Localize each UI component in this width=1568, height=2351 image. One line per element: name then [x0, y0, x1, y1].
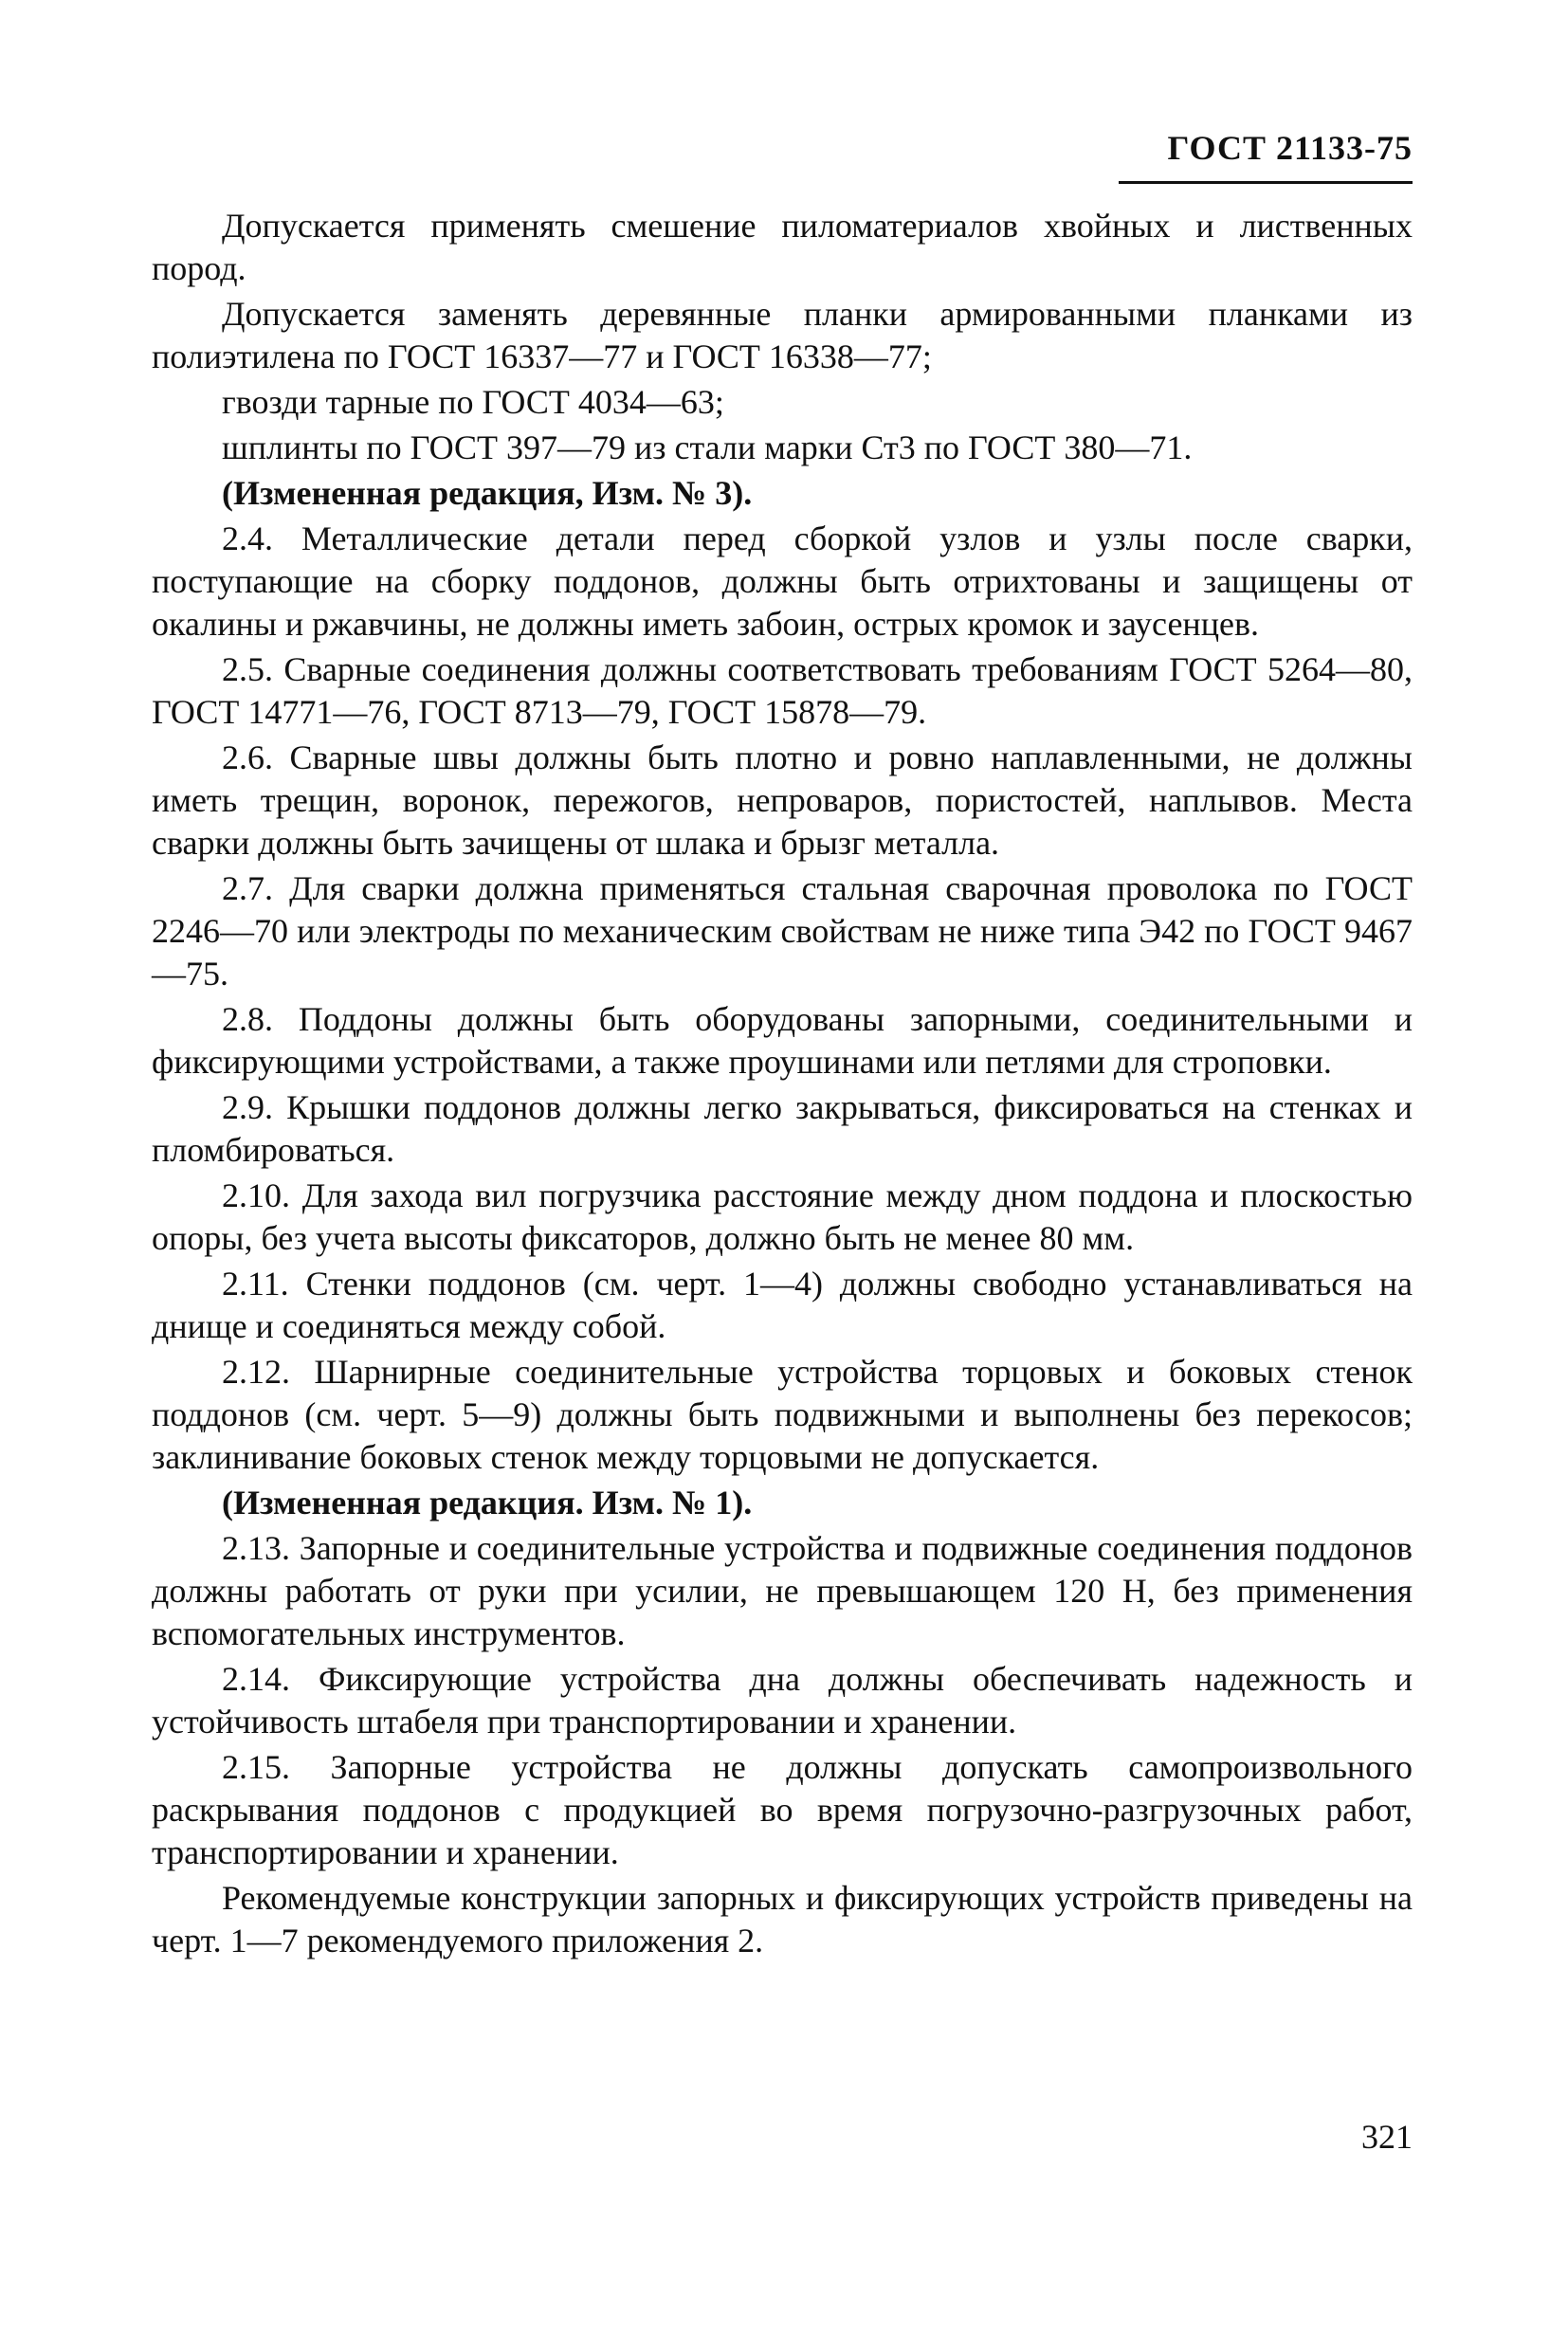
body-text [152, 205, 1413, 1965]
clause-2-8: 2.8. Поддоны должны быть оборудованы запорными, соединительными и фиксирующими устройствами, а также проушинами или петлями для строповки. [152, 1000, 1413, 1081]
clause-2-7: 2.7. Для сварки должна применяться стальная сварочная проволока по ГОСТ 2246—70 или электроды по механическим свойствам не ниже типа Э42 по ГОСТ 9467—75. [152, 869, 1413, 993]
clause-2-10: 2.10. Для захода вил погрузчика расстояние между дном поддона и плоскостью опоры, без учета высоты фиксаторов, должно быть не менее 80 мм. [152, 1176, 1413, 1257]
amendment-note-3: (Измененная редакция, Изм. № 3). [222, 474, 753, 512]
paragraph-nails: гвозди тарные по ГОСТ 4034—63; [222, 383, 724, 421]
paragraph-recommended-designs: Рекомендуемые конструкции запорных и фиксирующих устройств приведены на черт. 1—7 рекомендуемого приложения 2. [152, 1879, 1413, 1959]
clause-2-12: 2.12. Шарнирные соединительные устройства торцовых и боковых стенок поддонов (см. черт. 5—9) должны быть подвижными и выполнены без перекосов; заклинивание боковых стенок между торцовыми не допускается. [152, 1353, 1413, 1476]
header-rule [1119, 181, 1413, 184]
clause-2-5: 2.5. Сварные соединения должны соответствовать требованиям ГОСТ 5264—80, ГОСТ 14771—76, ГОСТ 8713—79, ГОСТ 15878—79. [152, 650, 1413, 731]
paragraph-polyethylene-slats: Допускается заменять деревянные планки армированными планками из полиэтилена по ГОСТ 16337—77 и ГОСТ 16338—77; [152, 295, 1413, 375]
page-number: 321 [1361, 2118, 1413, 2156]
clause-2-14: 2.14. Фиксирующие устройства дна должны обеспечивать надежность и устойчивость штабеля при транспортировании и хранении. [152, 1660, 1413, 1740]
standard-designation: ГОСТ 21133-75 [1167, 129, 1413, 167]
clause-2-15: 2.15. Запорные устройства не должны допускать самопроизвольного раскрывания поддонов с продукцией во время погрузочно-разгрузочных работ, транспортировании и хранении. [152, 1748, 1413, 1871]
clause-2-9: 2.9. Крышки поддонов должны легко закрываться, фиксироваться на стенках и пломбироваться. [152, 1088, 1413, 1169]
clause-2-11: 2.11. Стенки поддонов (см. черт. 1—4) должны свободно устанавливаться на днище и соединяться между собой. [152, 1265, 1413, 1345]
paragraph-wood-mix: Допускается применять смешение пиломатериалов хвойных и лиственных пород. [152, 207, 1413, 287]
amendment-note-1: (Измененная редакция. Изм. № 1). [222, 1484, 753, 1522]
page-header [1119, 128, 1413, 194]
clause-2-13: 2.13. Запорные и соединительные устройства и подвижные соединения поддонов должны работать от руки при усилии, не превышающем 120 Н, без применения вспомогательных инструментов. [152, 1529, 1413, 1652]
clause-2-6: 2.6. Сварные швы должны быть плотно и ровно наплавленными, не должны иметь трещин, воронок, пережогов, непроваров, пористостей, наплывов. Места сварки должны быть зачищены от шлака и брызг металла. [152, 738, 1413, 862]
clause-2-4: 2.4. Металлические детали перед сборкой узлов и узлы после сварки, поступающие на сборку поддонов, должны быть отрихтованы и защищены от окалины и ржавчины, не должны иметь забоин, острых кромок и заусенцев. [152, 519, 1413, 643]
paragraph-cotter-pins: шплинты по ГОСТ 397—79 из стали марки Ст3 по ГОСТ 380—71. [222, 428, 1193, 466]
